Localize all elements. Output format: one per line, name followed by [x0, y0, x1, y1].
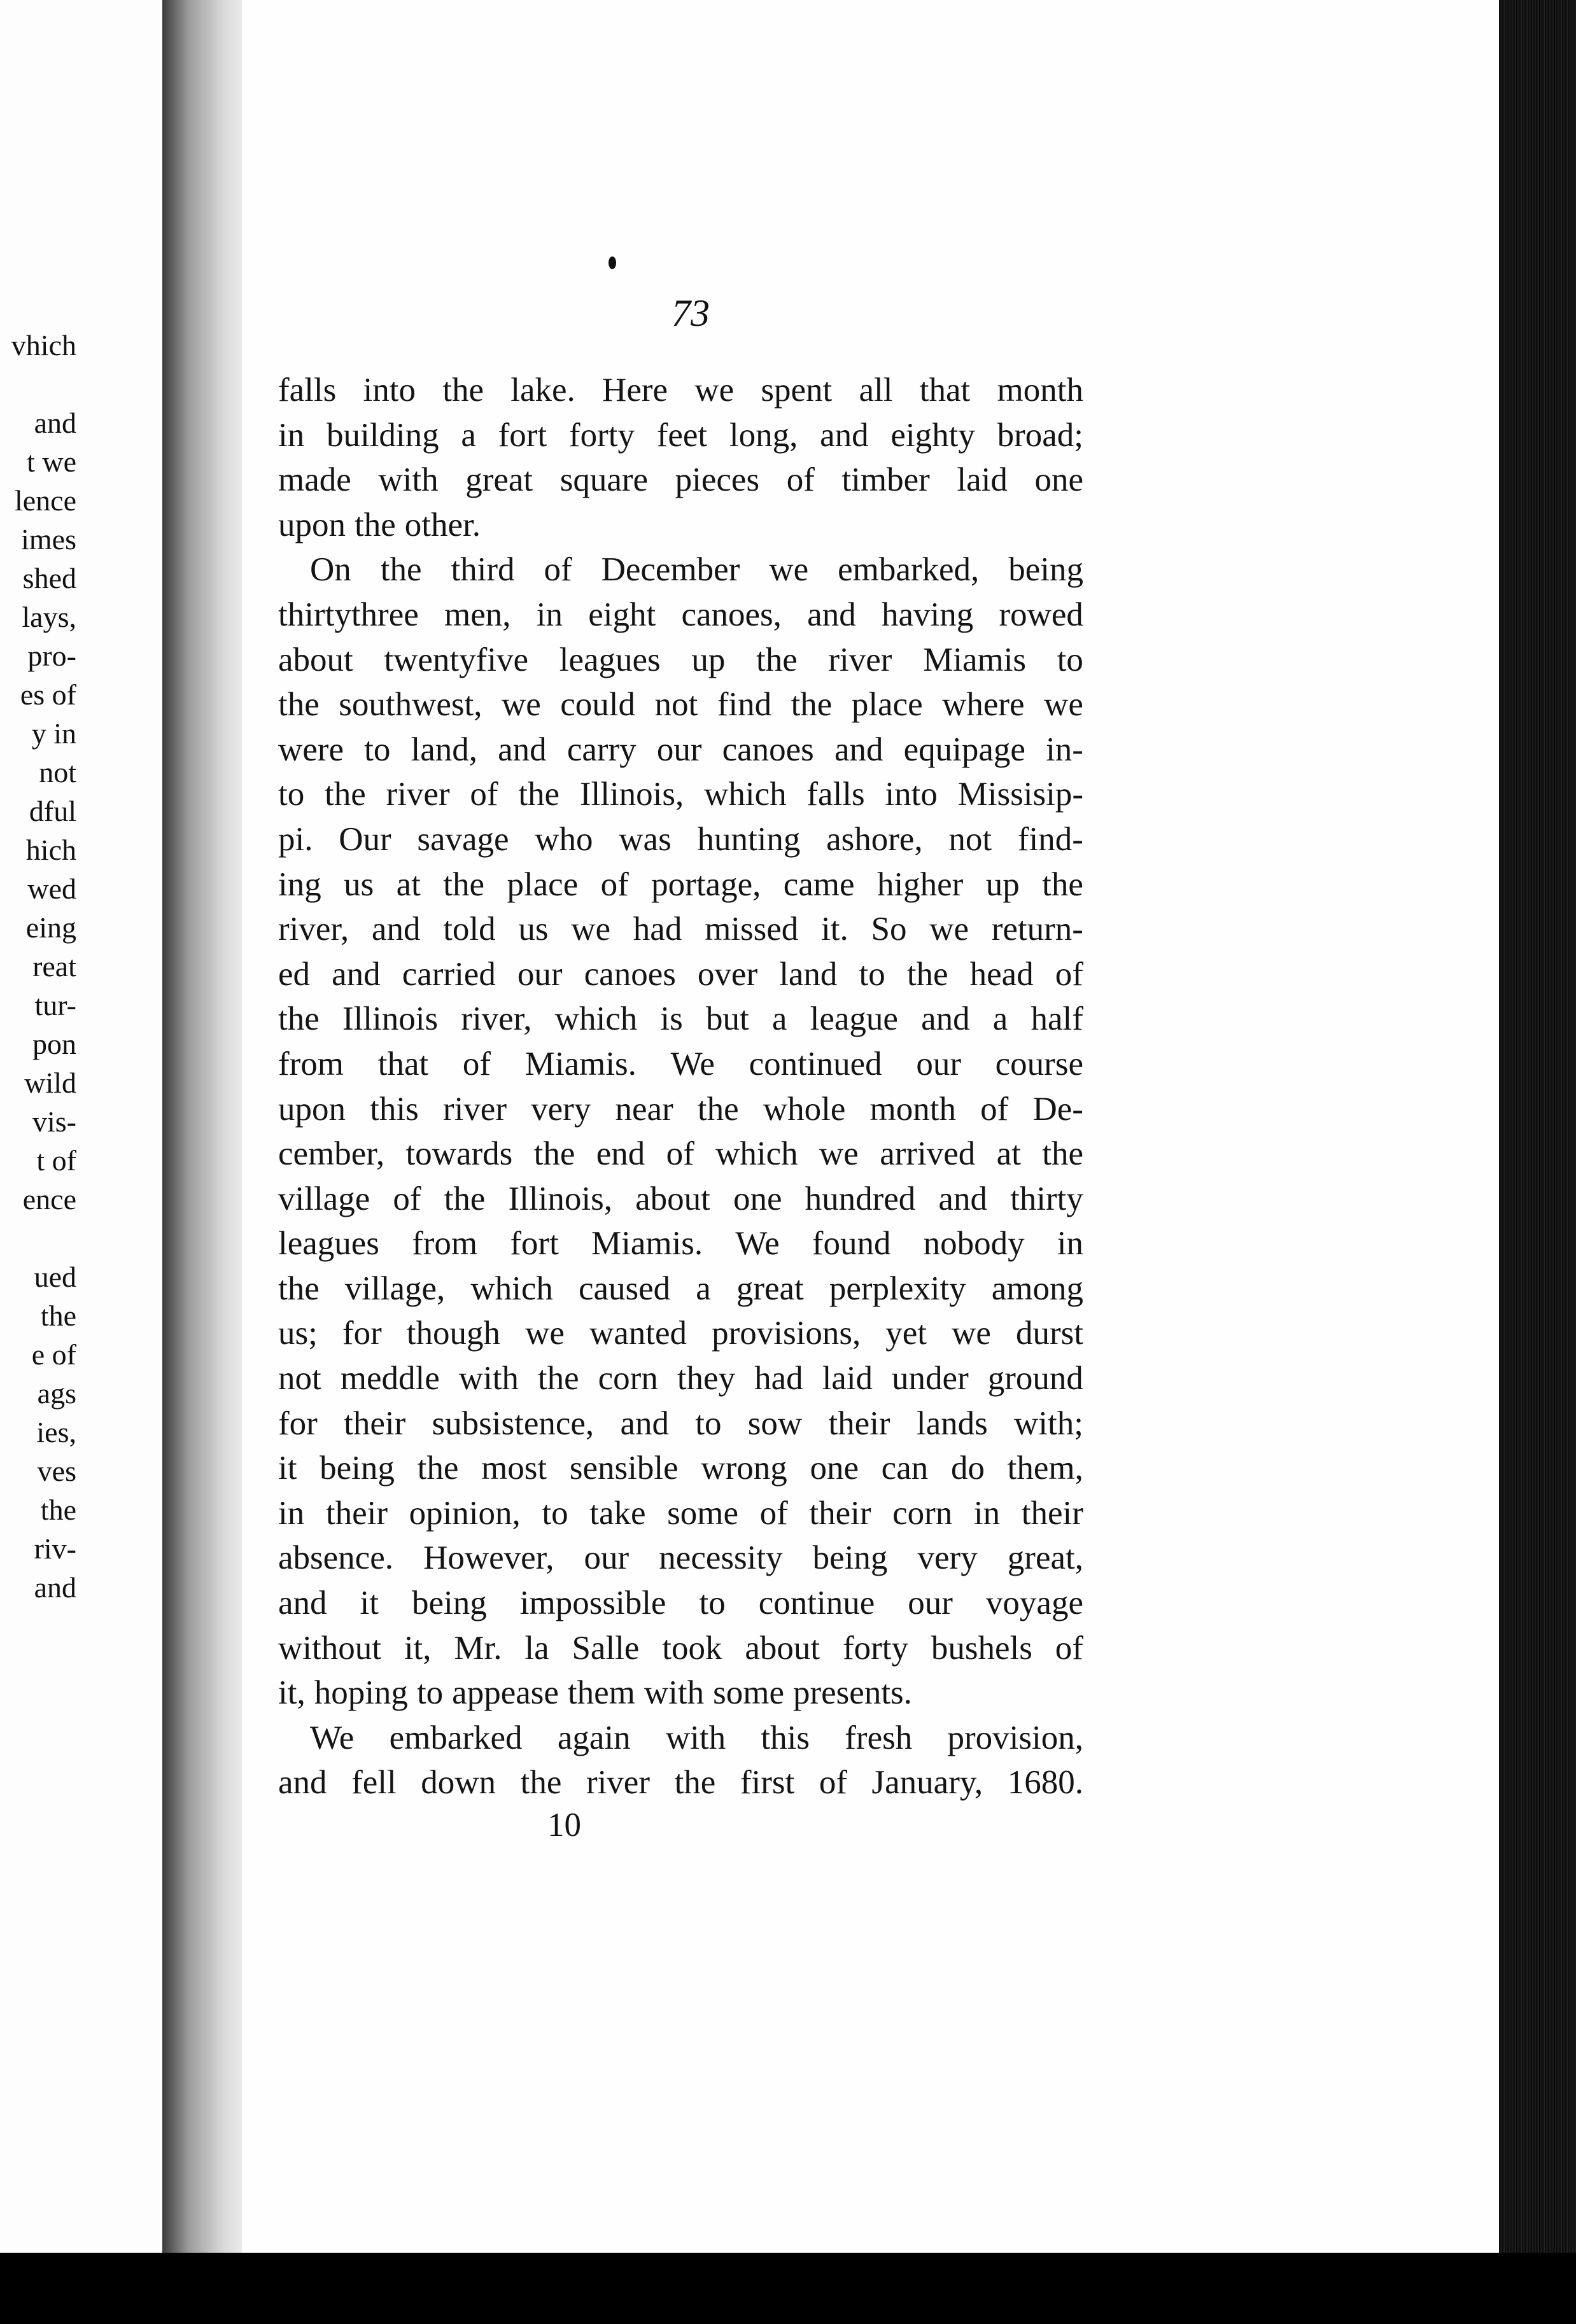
- previous-page-text-fragment: ags: [37, 1377, 76, 1410]
- previous-page-text-fragment: shed: [22, 562, 76, 594]
- previous-page-text-fragment: the: [40, 1494, 76, 1526]
- text-line: us; for though we wanted provisions, yet we durst: [278, 1315, 1083, 1352]
- text-line: and it being impossible to continue our voyage: [278, 1585, 1083, 1622]
- text-line: in building a fort forty feet long, and eighty broad;: [278, 416, 1083, 454]
- text-line: for their subsistence, and to sow their lands with;: [278, 1404, 1083, 1442]
- previous-page-text-fragment: tur-: [34, 989, 76, 1021]
- text-line: absence. However, our necessity being very great,: [278, 1539, 1083, 1577]
- previous-page-text-fragment: imes: [21, 523, 76, 556]
- page-edges: [1499, 0, 1576, 2324]
- text-line: in their opinion, to take some of their corn in their: [278, 1494, 1083, 1532]
- text-line: were to land, and carry our canoes and equipage in-: [278, 731, 1083, 768]
- previous-page-text-fragment: lays,: [22, 601, 76, 633]
- previous-page-text-fragment: ued: [34, 1261, 76, 1293]
- text-line: about twentyfive leagues up the river Miamis to: [278, 641, 1083, 678]
- previous-page-text-fragment: and: [34, 407, 76, 439]
- previous-page-text-fragment: the: [40, 1299, 76, 1332]
- previous-page-text-fragment: reat: [32, 950, 76, 983]
- previous-page-text-fragment: vhich: [11, 329, 76, 361]
- previous-page-text-fragment: vis-: [32, 1105, 76, 1138]
- previous-page-text-fragment: t we: [27, 445, 76, 478]
- previous-page-text-fragment: wed: [27, 872, 76, 905]
- previous-page-text-fragment: ves: [37, 1455, 76, 1487]
- previous-page-text-fragment: wild: [24, 1067, 76, 1099]
- body-text: [278, 368, 1083, 1805]
- signature-mark: 10: [547, 1807, 581, 1844]
- text-line: the Illinois river, which is but a league and a half: [278, 1000, 1083, 1038]
- previous-page-text-fragment: t of: [36, 1144, 76, 1177]
- ink-mark: [609, 256, 616, 269]
- text-line: thirtythree men, in eight canoes, and having rowed: [278, 596, 1083, 633]
- previous-page-text-fragment: hich: [25, 834, 76, 866]
- text-line: and fell down the river the first of January, 1680.: [278, 1764, 1083, 1802]
- text-line: without it, Mr. la Salle took about forty bushels of: [278, 1629, 1083, 1667]
- text-line: it, hoping to appease them with some presents.: [278, 1674, 912, 1712]
- text-line: it being the most sensible wrong one can do them,: [278, 1450, 1083, 1487]
- previous-page-text-fragment: riv-: [34, 1532, 76, 1565]
- text-line: We embarked again with this fresh provision,: [310, 1719, 1083, 1756]
- previous-page-text-fragment: pro-: [27, 640, 76, 672]
- previous-page-text-fragment: e of: [31, 1338, 76, 1371]
- previous-page-text-fragment: ence: [22, 1183, 76, 1215]
- text-line: On the third of December we embarked, being: [310, 551, 1083, 589]
- previous-page-text-fragment: es of: [20, 678, 76, 711]
- previous-page-text-fragment: y in: [31, 717, 76, 750]
- previous-page: [0, 0, 162, 2324]
- text-line: ing us at the place of portage, came higher up the: [278, 865, 1083, 903]
- previous-page-text-fragment: lence: [14, 484, 76, 517]
- text-line: falls into the lake. Here we spent all that month: [278, 372, 1083, 409]
- text-line: upon the other.: [278, 506, 481, 543]
- previous-page-text-fragment: and: [34, 1571, 76, 1604]
- previous-page-text-fragment: dful: [29, 795, 76, 827]
- text-line: made with great square pieces of timber laid one: [278, 461, 1083, 499]
- previous-page-text-fragment: eing: [25, 911, 76, 944]
- scan-background: [0, 2253, 1576, 2324]
- previous-page-text-fragment: not: [39, 756, 76, 788]
- text-line: to the river of the Illinois, which falls into Missisip-: [278, 776, 1083, 813]
- previous-page-text-fragment: ies,: [36, 1416, 76, 1448]
- text-line: not meddle with the corn they had laid under ground: [278, 1360, 1083, 1397]
- text-line: river, and told us we had missed it. So we return-: [278, 911, 1083, 948]
- text-line: leagues from fort Miamis. We found nobody in: [278, 1225, 1083, 1263]
- text-line: ed and carried our canoes over land to the head of: [278, 955, 1083, 993]
- text-line: village of the Illinois, about one hundred and thirty: [278, 1180, 1083, 1217]
- book-gutter: [162, 0, 248, 2324]
- text-line: the village, which caused a great perplexity among: [278, 1270, 1083, 1307]
- text-line: the southwest, we could not find the place where we: [278, 686, 1083, 724]
- text-line: pi. Our savage who was hunting ashore, not find-: [278, 820, 1083, 858]
- text-line: cember, towards the end of which we arrived at the: [278, 1135, 1083, 1173]
- page-number: 73: [672, 292, 710, 334]
- previous-page-text-fragment: pon: [32, 1028, 76, 1060]
- text-line: upon this river very near the whole month of De-: [278, 1090, 1083, 1128]
- text-line: from that of Miamis. We continued our course: [278, 1045, 1083, 1082]
